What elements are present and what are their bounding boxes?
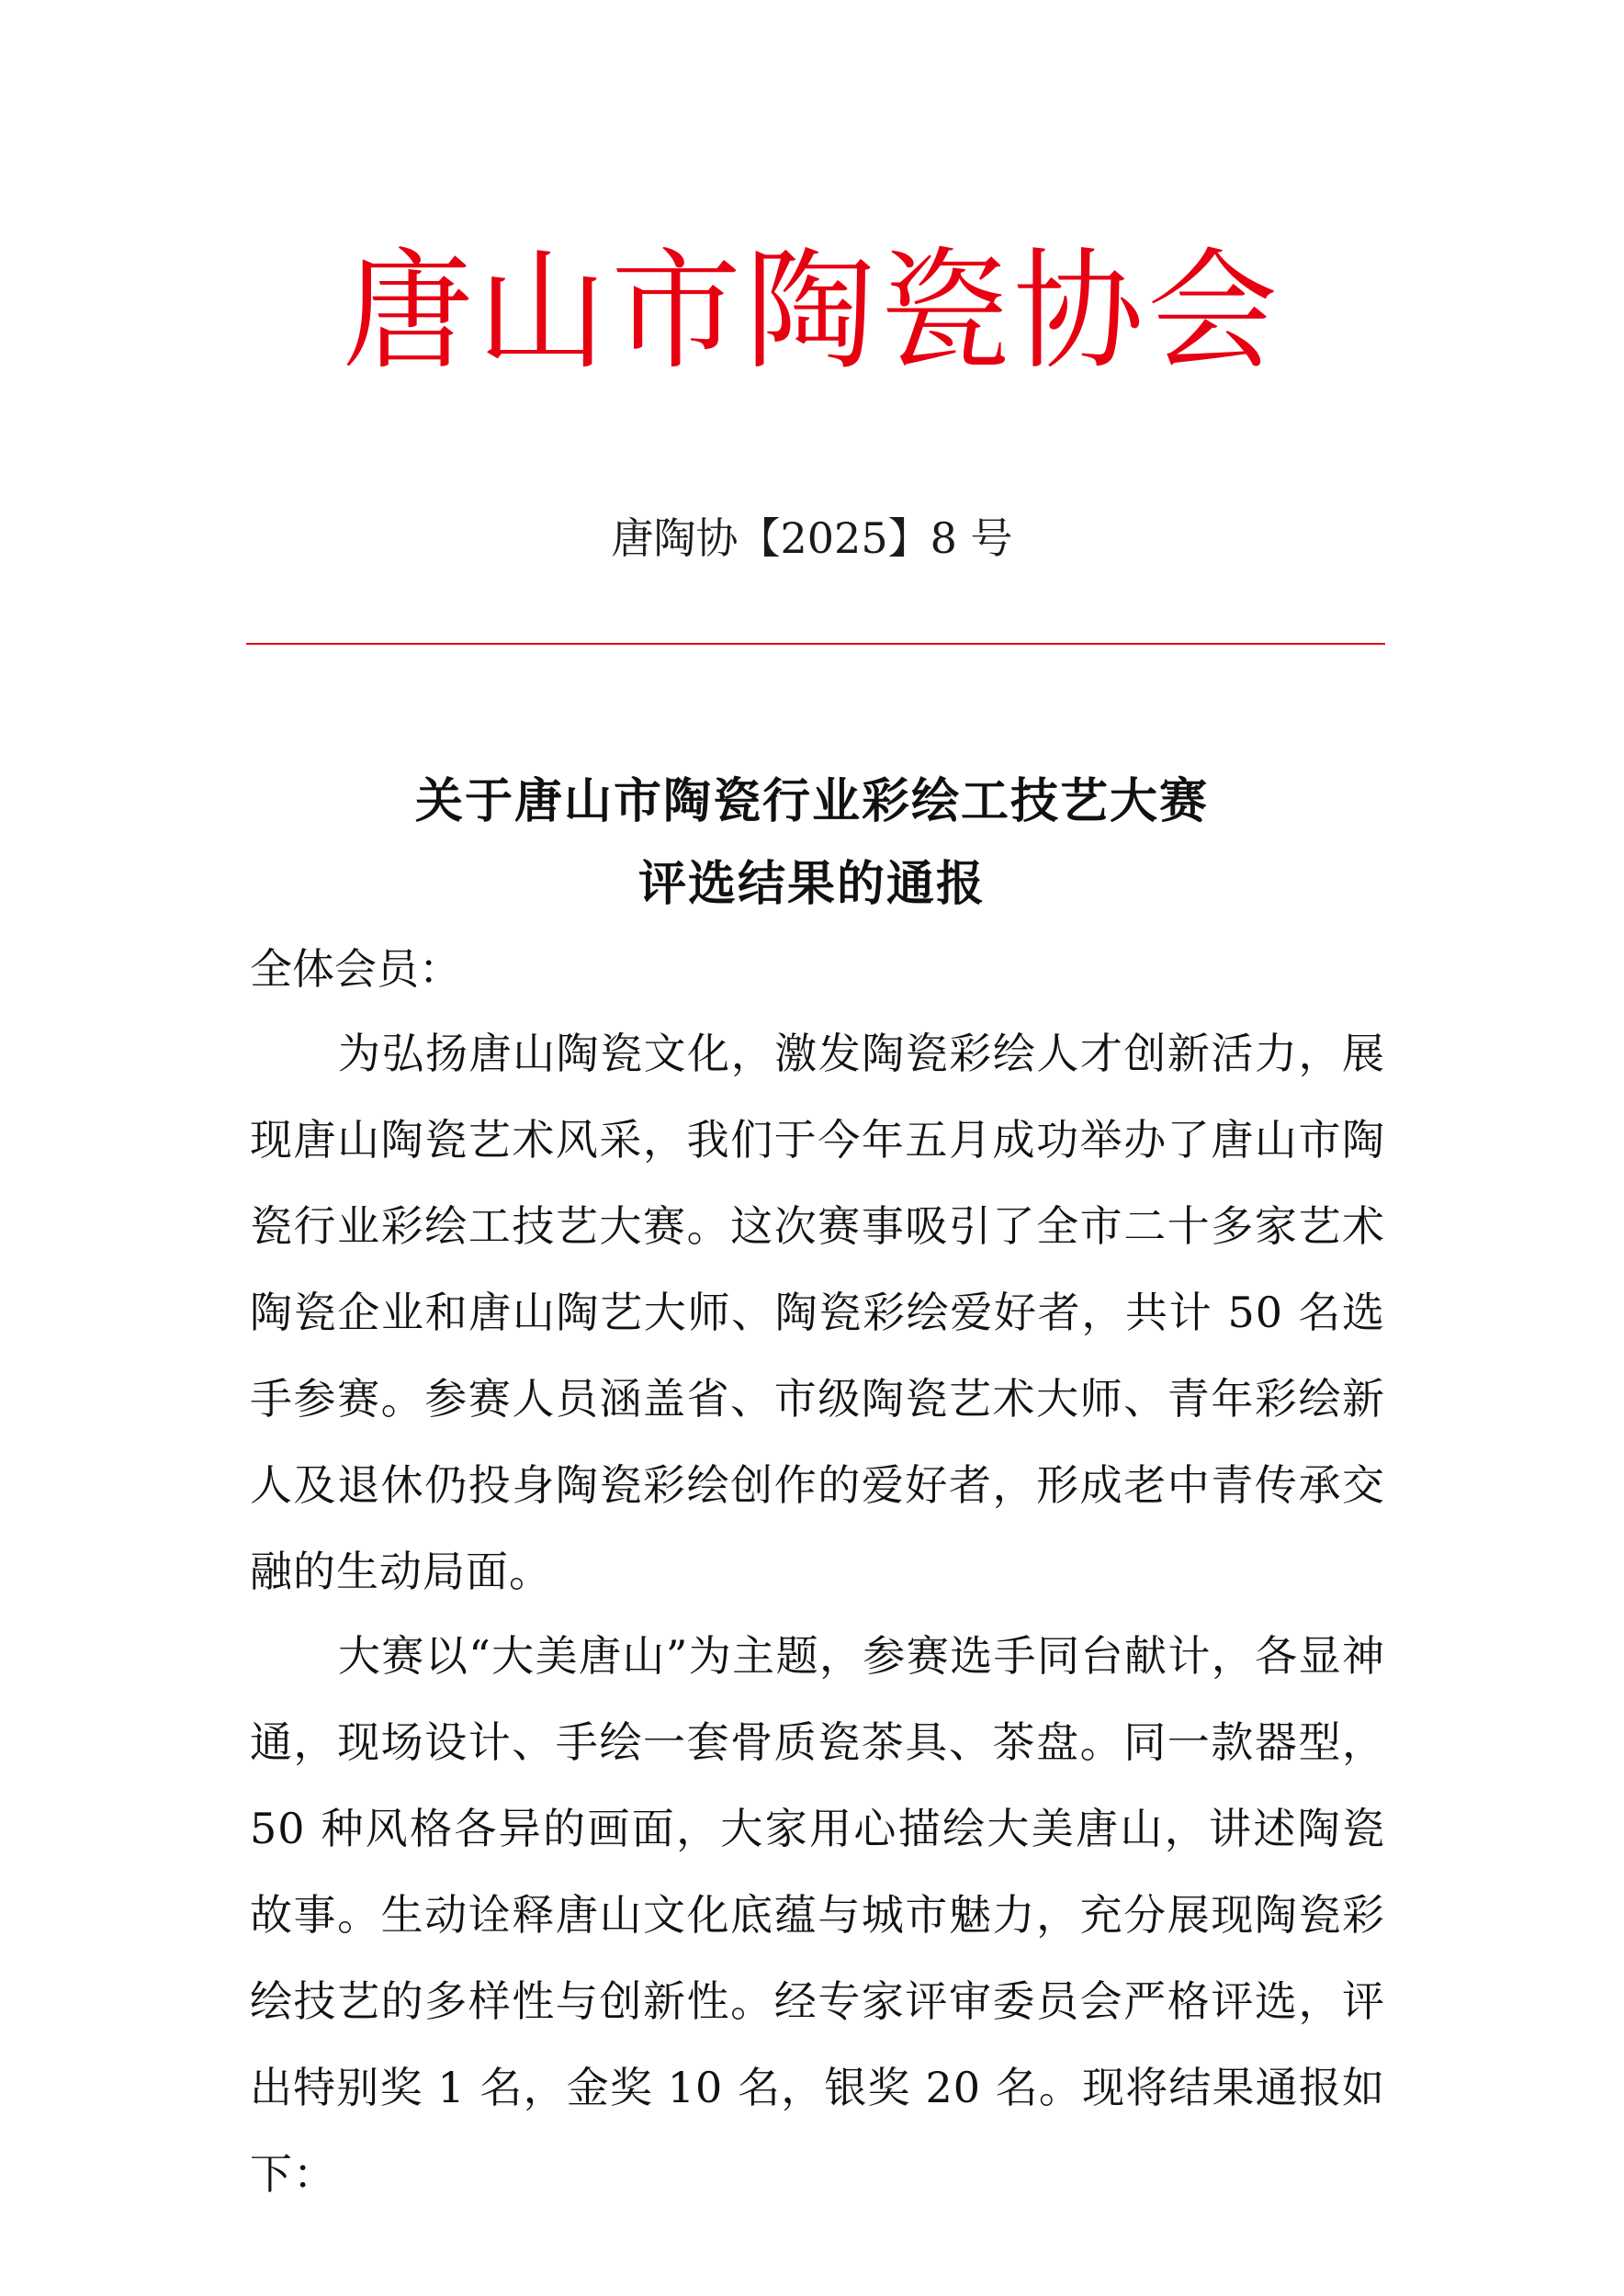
red-separator-line (246, 643, 1385, 645)
document-title-line-2: 评选结果的通报 (637, 856, 986, 912)
salutation: 全体会员： (250, 944, 461, 994)
document-title-line-1: 关于唐山市陶瓷行业彩绘工技艺大赛 (414, 773, 1209, 829)
body-paragraph-2: 大赛以“大美唐山”为主题，参赛选手同台献计，各显神通，现场设计、手绘一套骨质瓷茶具、茶盘。同一款器型，50 种风格各异的画面，大家用心描绘大美唐山，讲述陶瓷故事。生动诠释唐山文化底蕴与城市魅力，充分展现陶瓷彩绘技艺的多样性与创新性。经专家评审委员会严格评选，评出特别奖 1 名，金奖 10 名，银奖 20 名。现将结果通报如下： (250, 1631, 1385, 2199)
issuer-masthead: 唐山市陶瓷协会 (343, 236, 1281, 388)
document-number: 唐陶协【2025】8 号 (611, 513, 1013, 563)
body-paragraph-1: 为弘扬唐山陶瓷文化，激发陶瓷彩绘人才创新活力，展现唐山陶瓷艺术风采，我们于今年五月成功举办了唐山市陶瓷行业彩绘工技艺大赛。这次赛事吸引了全市二十多家艺术陶瓷企业和唐山陶艺大师、陶瓷彩绘爱好者，共计 50 名选手参赛。参赛人员涵盖省、市级陶瓷艺术大师、青年彩绘新人及退休仍投身陶瓷彩绘创作的爱好者，形成老中青传承交融的生动局面。 (250, 1029, 1385, 1596)
